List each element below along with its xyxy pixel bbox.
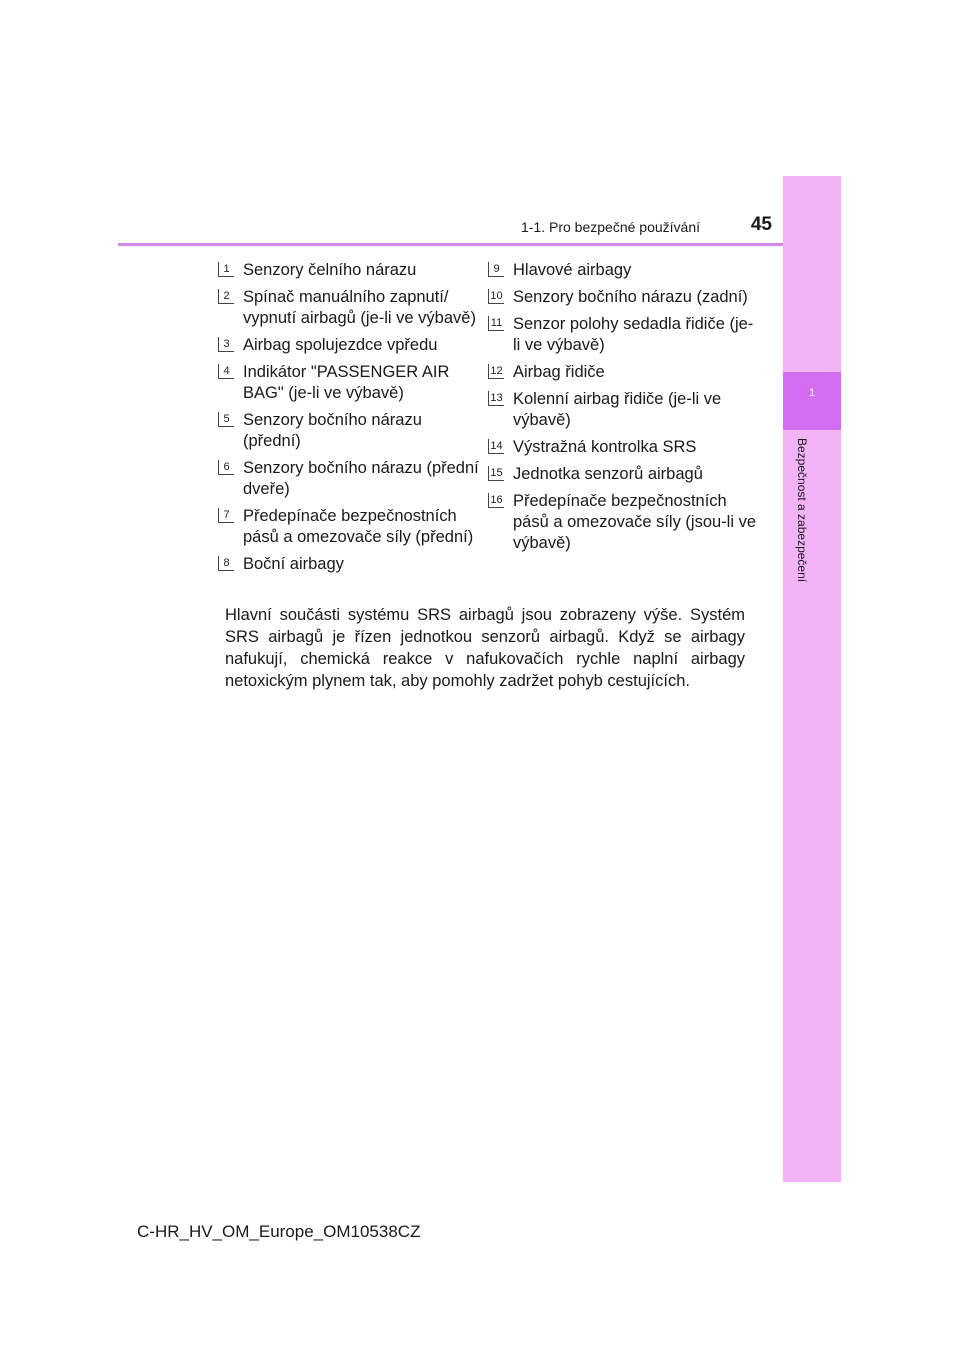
header-rule	[118, 243, 840, 246]
legend-item	[218, 410, 484, 452]
legend-item-text: Předepínače bezpečnostních pásů a omezovače síly (přední)	[243, 507, 474, 546]
legend-item-text: Senzor polohy sedadla řidiče (je-li ve výbavě)	[513, 315, 754, 354]
chapter-side-tab	[783, 176, 841, 1182]
number-icon: 6	[218, 460, 234, 475]
legend-item	[218, 335, 484, 356]
legend-item	[488, 389, 758, 431]
number-icon: 11	[488, 316, 504, 331]
legend-item-text: Boční airbagy	[243, 555, 344, 573]
legend-item-text: Jednotka senzorů airbagů	[513, 465, 703, 483]
legend-item-text: Výstražná kontrolka SRS	[513, 438, 697, 456]
legend-item	[218, 287, 484, 329]
legend-item-text: Senzory bočního nárazu (přední dveře)	[243, 459, 479, 498]
legend-item	[488, 260, 758, 281]
legend-item-text: Předepínače bezpečnostních pásů a omezovače síly (jsou-li ve výbavě)	[513, 492, 757, 552]
legend-item-text: Senzory čelního nárazu	[243, 261, 417, 279]
number-icon: 5	[218, 412, 234, 427]
document-code: C-HR_HV_OM_Europe_OM10538CZ	[137, 1222, 421, 1241]
legend-column-right	[488, 260, 758, 560]
chapter-number: 1	[808, 387, 816, 399]
number-icon: 4	[218, 364, 234, 379]
number-icon: 12	[488, 364, 504, 379]
legend-item-text: Airbag řidiče	[513, 363, 605, 381]
legend-item-text: Indikátor "PASSENGER AIR BAG" (je-li ve výbavě)	[243, 363, 450, 402]
legend-item	[488, 362, 758, 383]
legend-item-text: Senzory bočního nárazu (zadní)	[513, 288, 748, 306]
number-icon: 8	[218, 556, 234, 571]
legend-item-text: Spínač manuálního zapnutí/ vypnutí airbagů (je-li ve výbavě)	[243, 288, 476, 327]
legend-item	[218, 506, 484, 548]
legend-item	[488, 437, 758, 458]
legend-item-text: Airbag spolujezdce vpředu	[243, 336, 438, 354]
number-icon: 7	[218, 508, 234, 523]
number-icon: 10	[488, 289, 504, 304]
number-icon: 9	[488, 262, 504, 277]
legend-item	[218, 554, 484, 575]
legend-item-text: Kolenní airbag řidiče (je-li ve výbavě)	[513, 390, 722, 429]
legend-item	[218, 458, 484, 500]
number-icon: 15	[488, 466, 504, 481]
number-icon: 16	[488, 493, 504, 508]
legend-column-left	[218, 260, 484, 581]
number-icon: 14	[488, 439, 504, 454]
legend-item	[488, 287, 758, 308]
number-icon: 1	[218, 262, 234, 277]
page-number: 45	[750, 214, 772, 235]
section-title: 1-1. Pro bezpečné používání	[520, 219, 700, 235]
description-paragraph: Hlavní součásti systému SRS airbagů jsou zobrazeny výše. Systém SRS airbagů je řízen jednotkou senzorů airbagů. Když se airbagy nafukují, chemická reakce v nafukovačích rychle naplní airbagy netoxickým plynem tak, aby pomohly zadržet pohyb cestujících.	[225, 605, 745, 690]
legend-item	[218, 260, 484, 281]
page-header	[118, 214, 840, 246]
number-icon: 13	[488, 391, 504, 406]
legend-item	[488, 314, 758, 356]
number-icon: 3	[218, 337, 234, 352]
legend-item	[488, 464, 758, 485]
number-icon: 2	[218, 289, 234, 304]
chapter-label: Bezpečnost a zabezpečení	[795, 438, 809, 583]
legend-item	[218, 362, 484, 404]
legend-item-text: Senzory bočního nárazu (přední)	[243, 411, 422, 450]
legend-item-text: Hlavové airbagy	[513, 261, 632, 279]
legend-item	[488, 491, 758, 554]
chapter-tab-active[interactable]	[783, 372, 841, 430]
